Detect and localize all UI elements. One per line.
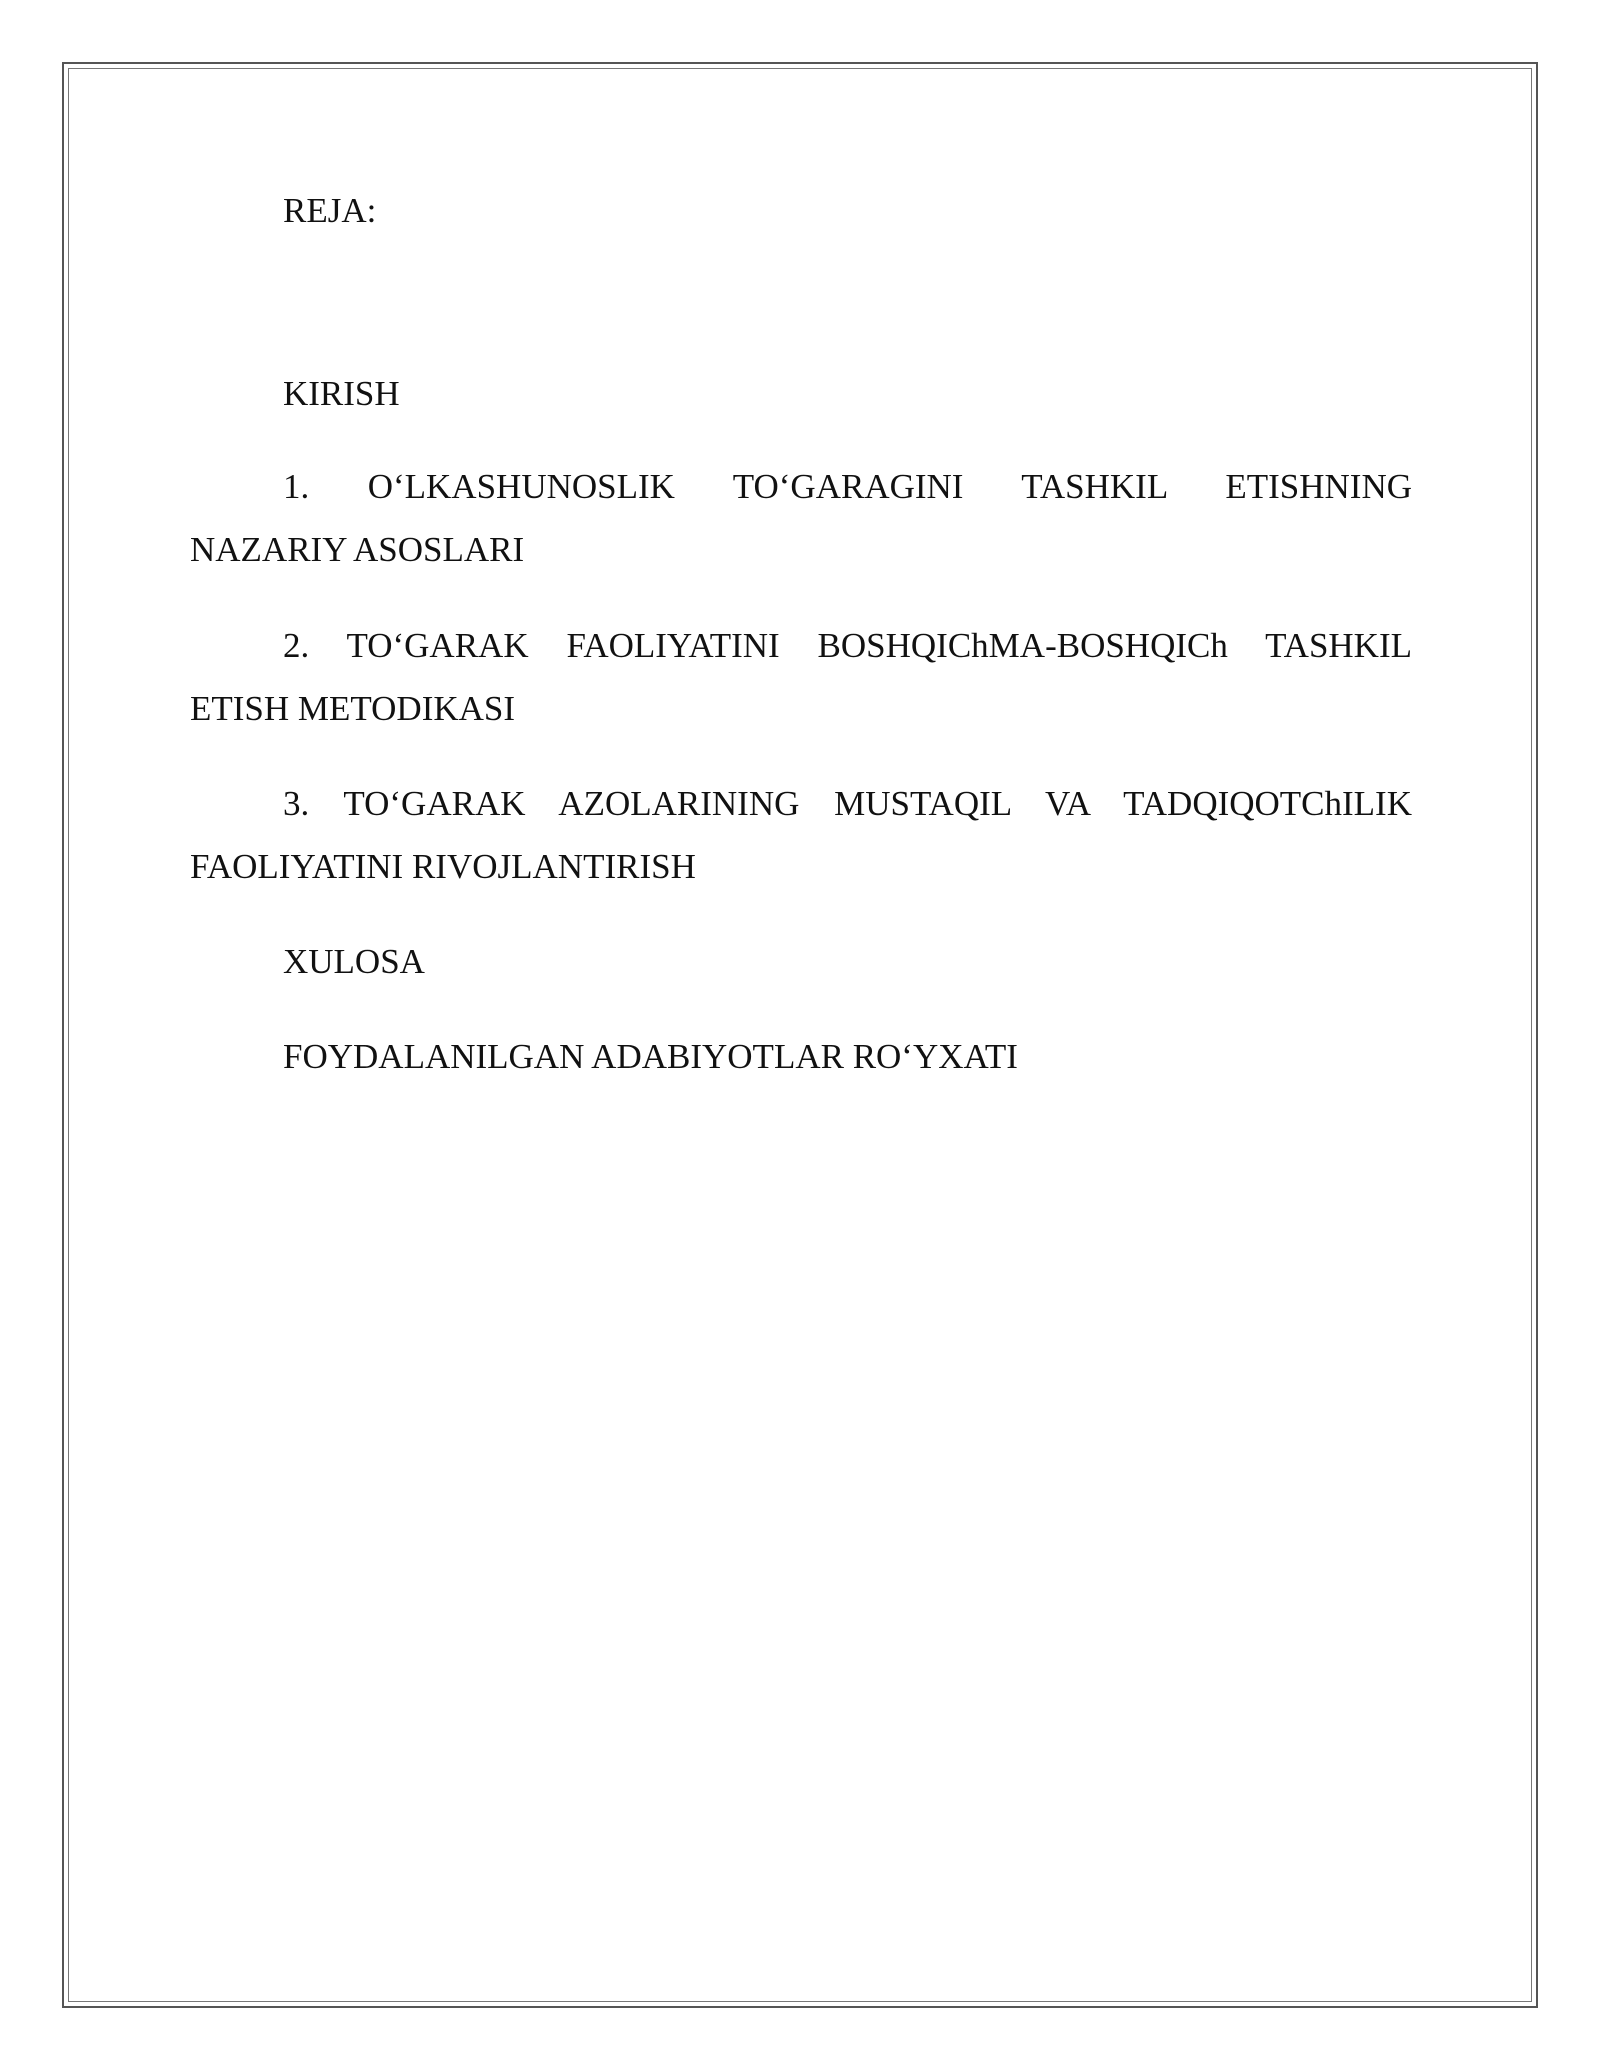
toc-item-chapter-1 — [190, 455, 1412, 581]
plan-heading — [283, 179, 1412, 242]
toc-item-chapter-2-line-1: 2. TO‘GARAK FAOLIYATINI BOSHQIChMA-BOSHQICh TASHKIL — [283, 626, 1412, 665]
toc-item-intro-text: KIRISH — [283, 374, 400, 413]
toc-item-conclusion — [283, 930, 1412, 993]
toc-item-chapter-3-line-1: 3. TO‘GARAK AZOLARINING MUSTAQIL VA TADQIQOTChILIK — [283, 784, 1412, 823]
toc-item-chapter-2 — [190, 614, 1412, 740]
toc-item-chapter-2-line-2: ETISH METODIKASI — [190, 689, 516, 728]
toc-item-references — [283, 1025, 1412, 1088]
toc-item-chapter-3 — [190, 772, 1412, 898]
toc-item-chapter-3-line-2: FAOLIYATINI RIVOJLANTIRISH — [190, 847, 696, 886]
toc-item-chapter-1-line-2: NAZARIY ASOSLARI — [190, 530, 525, 569]
toc-item-conclusion-text: XULOSA — [283, 942, 425, 981]
toc-item-chapter-1-line-1: 1. O‘LKASHUNOSLIK TO‘GARAGINI TASHKIL ETISHNING — [283, 467, 1412, 506]
toc-item-intro — [283, 362, 1412, 425]
plan-heading-text: REJA: — [283, 191, 377, 230]
toc-item-references-text: FOYDALANILGAN ADABIYOTLAR RO‘YXATI — [283, 1037, 1018, 1076]
